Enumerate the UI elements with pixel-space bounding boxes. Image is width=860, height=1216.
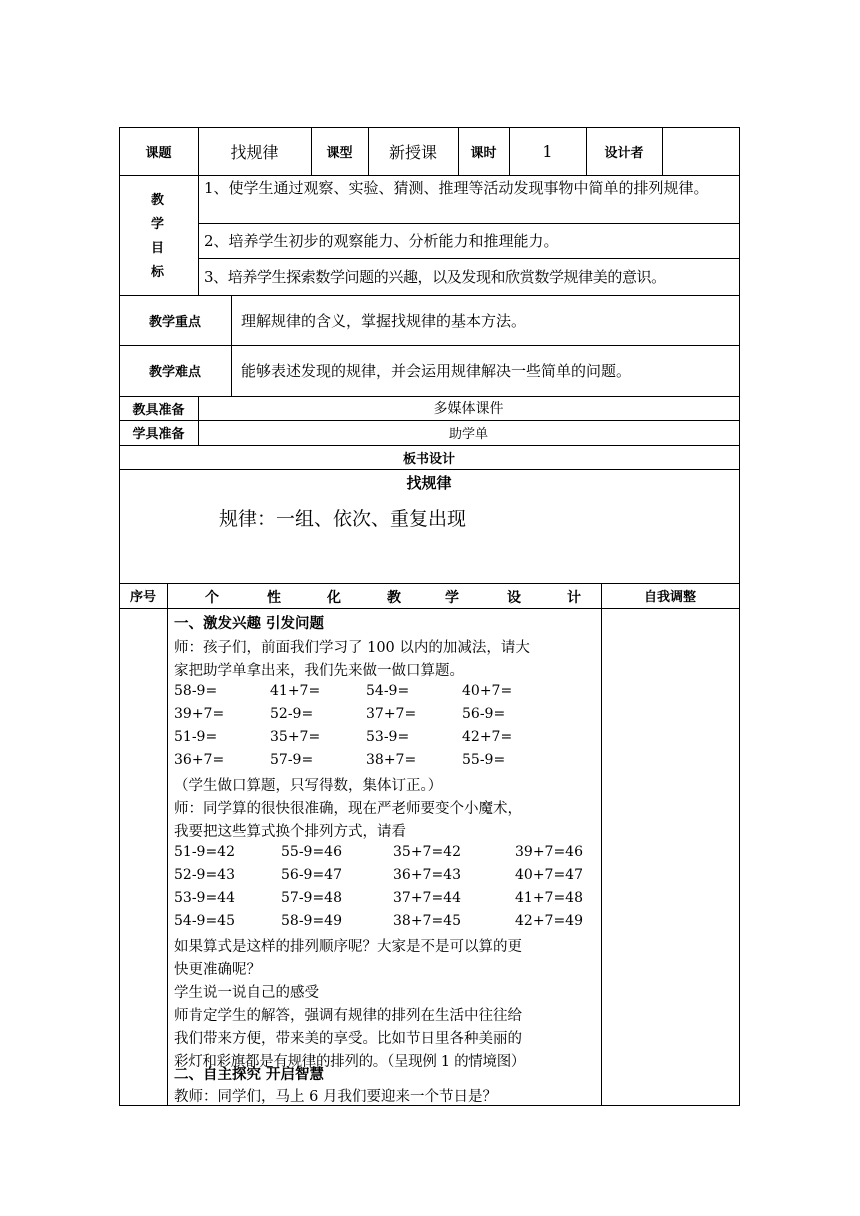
- objective-item-2: 2、培养学生初步的观察能力、分析能力和推理能力。: [204, 231, 559, 250]
- exercise-item: 51-9=42: [174, 844, 235, 860]
- exercise-item: 52-9=: [270, 706, 314, 722]
- exercise-item: 38+7=45: [393, 913, 461, 929]
- content-line: 如果算式是这样的排列顺序呢？大家是不是可以算的更: [174, 939, 522, 955]
- difficult-point-text: 能够表述发现的规律，并会运用规律解决一些简单的问题。: [241, 362, 632, 380]
- exercise-item: 36+7=43: [393, 867, 461, 883]
- seq-label: 序号: [129, 590, 156, 605]
- type-label: 课型: [326, 145, 353, 161]
- content-line: 我要把这些算式换个排列方式，请看: [174, 824, 406, 840]
- col-divider: [167, 583, 168, 1105]
- exercise-item: 42+7=49: [515, 913, 583, 929]
- design-label-char: 化: [327, 590, 341, 606]
- exercise-item: 42+7=: [462, 729, 513, 745]
- hours-label: 课时: [470, 145, 497, 161]
- exercise-item: 53-9=44: [174, 890, 235, 906]
- exercise-item: 39+7=46: [515, 844, 583, 860]
- table-divider: [119, 175, 740, 176]
- exercise-item: 55-9=: [462, 752, 506, 768]
- exercise-item: 40+7=47: [515, 867, 583, 883]
- content-line: （学生做口算题，只写得数，集体订正。）: [174, 778, 443, 794]
- teaching-tools-label: 教具准备: [132, 402, 185, 418]
- exercise-item: 51-9=: [174, 729, 218, 745]
- content-line: 师：孩子们，前面我们学习了 100 以内的加减法，请大: [174, 640, 530, 656]
- content-line: 家把助学单拿出来，我们先来做一做口算题。: [174, 663, 464, 679]
- exercise-item: 37+7=: [366, 706, 417, 722]
- difficult-point-label: 教学难点: [148, 365, 201, 380]
- key-point-label: 教学重点: [148, 314, 201, 330]
- board-title: 找规律: [406, 473, 452, 492]
- designer-label: 设计者: [604, 145, 644, 161]
- objectives-label: [119, 175, 198, 295]
- objective-item-3: 3、培养学生探索数学问题的兴趣，以及发现和欣赏数学规律美的意识。: [204, 267, 666, 286]
- type-value: 新授课: [388, 142, 437, 162]
- exercise-item: 52-9=43: [174, 867, 235, 883]
- exercise-item: 53-9=: [366, 729, 410, 745]
- exercise-item: 55-9=46: [281, 844, 342, 860]
- design-label-char: 计: [567, 590, 581, 606]
- design-label-char: 性: [267, 590, 281, 606]
- objectives-label-char: 教: [151, 193, 165, 208]
- exercise-item: 41+7=: [270, 683, 321, 699]
- teaching-tools-value: 多媒体课件: [433, 401, 504, 417]
- section-title: 二、自主探究 开启智慧: [174, 1067, 325, 1083]
- content-line: 学生说一说自己的感受: [174, 985, 319, 1001]
- board-rule: 规律：一组、依次、重复出现: [219, 508, 467, 530]
- design-label-char: 个: [205, 590, 219, 606]
- design-label-char: 学: [445, 590, 459, 606]
- content-line: 我们带来方便，带来美的享受。比如节日里各种美丽的: [174, 1031, 522, 1047]
- content-line: 师肯定学生的解答，强调有规律的排列在生活中往往给: [174, 1008, 522, 1024]
- exercise-item: 35+7=42: [393, 844, 461, 860]
- exercise-item: 57-9=48: [281, 890, 342, 906]
- table-divider: [119, 608, 740, 609]
- design-label-char: 教: [387, 590, 401, 606]
- exercise-item: 54-9=45: [174, 913, 235, 929]
- objectives-label-char: 学: [151, 217, 165, 232]
- content-line: 彩灯和彩旗都是有规律的排列的。（呈现例 1 的情境图）: [174, 1054, 526, 1070]
- col-divider: [601, 583, 602, 1105]
- exercise-item: 58-9=: [174, 683, 218, 699]
- content-line: 教师：同学们，马上 6 月我们要迎来一个节日是？: [174, 1089, 497, 1105]
- exercise-item: 57-9=: [270, 752, 314, 768]
- design-label-char: 设: [507, 590, 521, 606]
- learning-tools-value: 助学单: [448, 427, 488, 442]
- exercise-item: 56-9=: [462, 706, 506, 722]
- exercise-item: 54-9=: [366, 683, 410, 699]
- objectives-label-char: 标: [151, 265, 165, 280]
- exercise-item: 37+7=44: [393, 890, 461, 906]
- exercise-item: 56-9=47: [281, 867, 342, 883]
- exercise-item: 35+7=: [270, 729, 321, 745]
- exercise-item: 38+7=: [366, 752, 417, 768]
- topic-value: 找规律: [230, 142, 279, 162]
- exercise-item: 36+7=: [174, 752, 225, 768]
- exercise-item: 41+7=48: [515, 890, 583, 906]
- learning-tools-label: 学具准备: [132, 427, 185, 442]
- adjust-label: 自我调整: [643, 590, 696, 605]
- objectives-label-char: 目: [151, 241, 165, 256]
- board-header: 板书设计: [402, 451, 455, 467]
- section-title: 一、激发兴趣 引发问题: [174, 616, 325, 632]
- key-point-text: 理解规律的含义，掌握找规律的基本方法。: [241, 311, 527, 330]
- design-label: [167, 583, 601, 608]
- table-border-right: [739, 127, 740, 1106]
- exercise-item: 58-9=49: [281, 913, 342, 929]
- hours-value: 1: [542, 141, 553, 161]
- topic-label: 课题: [145, 145, 172, 161]
- content-line: 快更准确呢？: [174, 962, 261, 978]
- content-line: 师：同学算的很快很准确，现在严老师要变个小魔术，: [174, 801, 522, 817]
- designer-value: [662, 127, 739, 175]
- exercise-item: 40+7=: [462, 683, 513, 699]
- exercise-item: 39+7=: [174, 706, 225, 722]
- objective-item-1: 1、使学生通过观察、实验、猜测、推理等活动发现事物中简单的排列规律。: [204, 179, 709, 197]
